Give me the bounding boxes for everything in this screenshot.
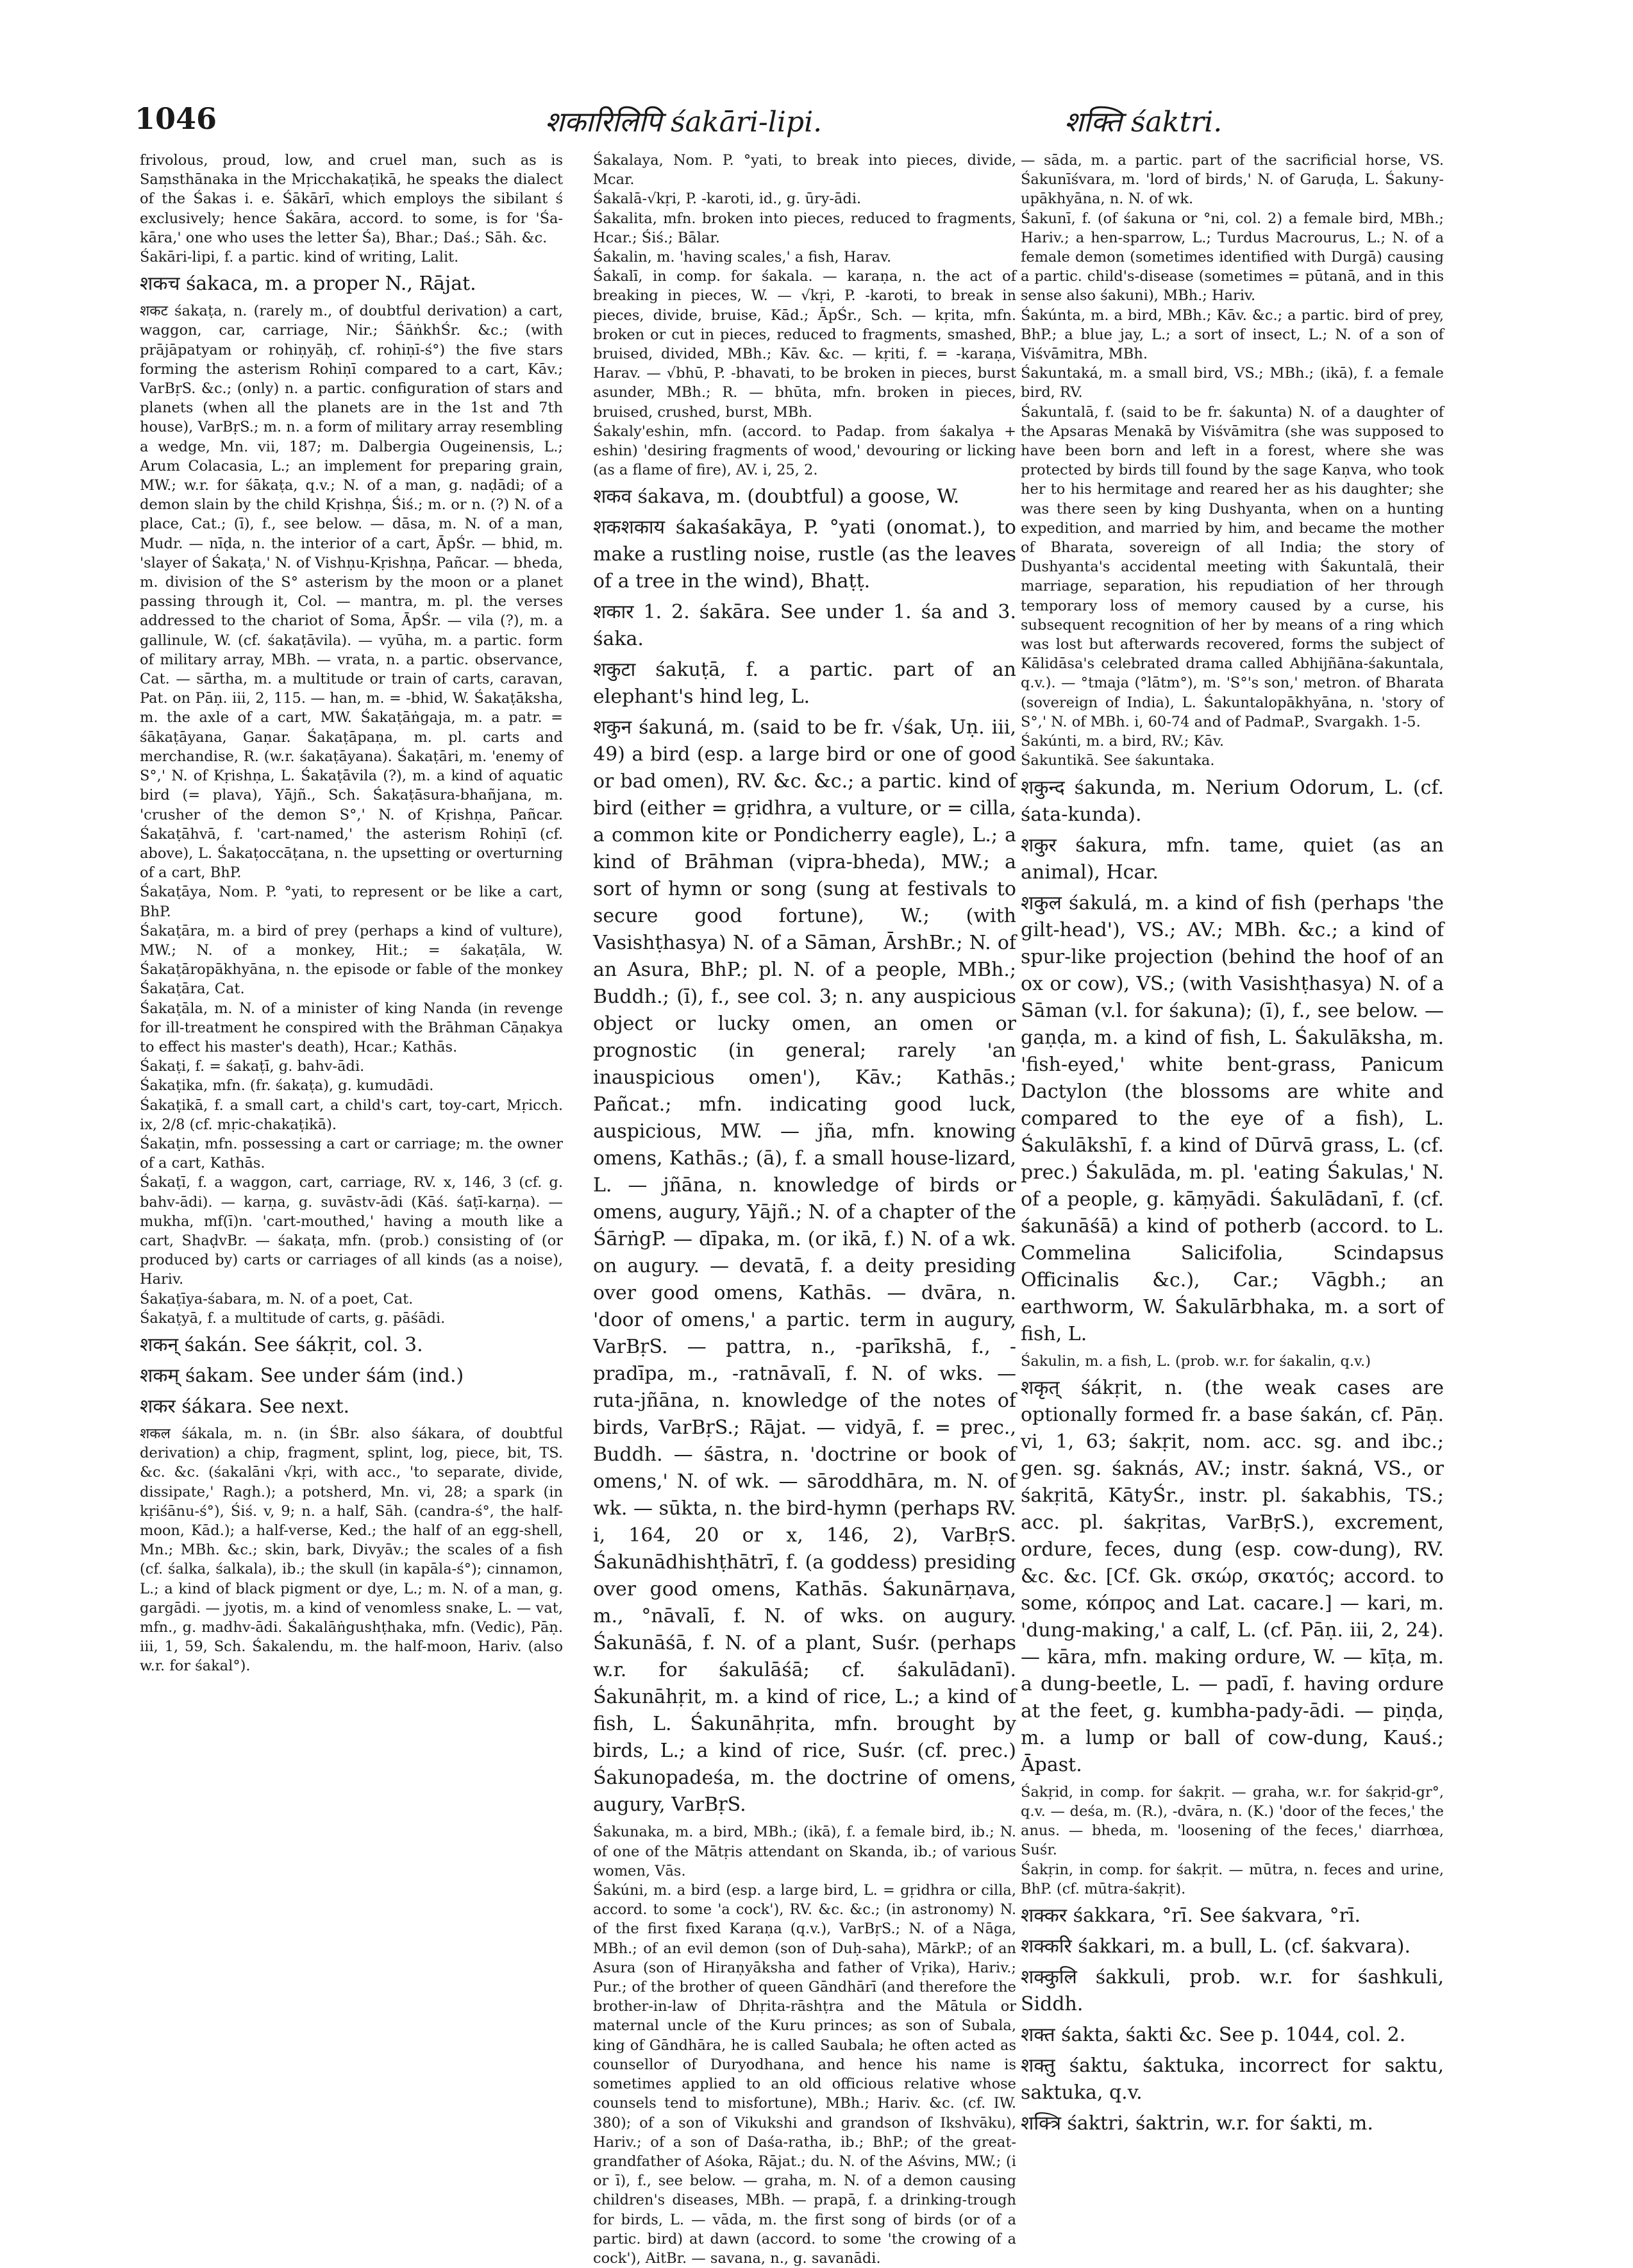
dictionary-entry: Śakṛin, in comp. for śakṛit. — mūtra, n. feces and urine, BhP. (cf. mūtra-śakṛit). [1021, 1861, 1444, 1897]
dictionary-entry: Śakúni, m. a bird (esp. a large bird, L. = gṛidhra or cilla, accord. to some 'a cock'), RV. &c. &c.; (in astronomy) N. of the first fixed Karaṇa (q.v.), VarBṛS.; N. of a Nāga, MBh.; of an evil demon (son of Duḥ-saha), MārkP.; of an Asura (son of Hiraṇyāksha and father of Vṛika), Hariv.; Pur.; of the brother of queen Gāndhārī (and therefore the brother-in-law of Dhṛita-rāshṭra and the Mātula or maternal uncle of the Kuru princes; as son of Subala, king of Gāndhāra, he is called Saubala; he often acted as counsellor of Duryodhana, and hence his name is sometimes applied to an old officious relative whose counsels tend to misfortune), MBh.; Hariv. &c. (cf. IW. 380); of a son of Vikukshi and grandson of Ikshvāku), Hariv.; of a son of Daśa-ratha, ib.; BhP.; of the great-grandfather of Aśoka, Rājat.; du. N. of the Aśvins, MW.; (i or ī), f., see below. — graha, m. N. of a demon causing children's diseases, MBh. — prapā, f. a drinking-trough for birds, L. — vāda, m. the first song of birds (or of a partic. bird) at dawn (accord. to some 'the crowing of a cock'), AitBr. — savana, n., g. savanādi. [593, 1882, 1016, 2267]
dictionary-entry: शकट śakaṭa, n. (rarely m., of doubtful derivation) a cart, waggon, car, carriage, Nir.; ŚāṅkhŚr. &c.; (with prājāpatyam or rohiṇyāḥ, cf. rohiṇī-ś°) the five stars forming the asterism Rohiṇī compared to a cart, Kāv.; VarBṛS. &c.; (only) n. a partic. configuration of stars and planets (when all the planets are in the 1st and 7th house), VarBṛS.; m. n. a form of military array resembling a wedge, Mn. vii, 187; m. Dalbergia Ougeinensis, L.; Arum Colacasia, L.; an implement for preparing grain, MW.; w.r. for śākaṭa, q.v.; N. of a man, g. naḍādi; of a demon slain by the child Kṛishṇa, Śiś.; m. or n. (?) N. of a place, Cat.; (ī), f., see below. — dāsa, m. N. of a man, Mudr. — nīḍa, n. the interior of a cart, ĀpŚr. — bhid, m. 'slayer of Śakaṭa,' N. of Vishṇu-Kṛishṇa, Pañcar. — bheda, m. division of the S° asterism by the moon or a planet passing through it, Col. — mantra, m. pl. the verses addressed to the chariot of Soma, ĀpŚr. — vila (?), m. a gallinule, W. (cf. śakaṭāvila). — vyūha, m. a partic. form of military array, MBh. — vrata, n. a partic. observance, Cat. — sārtha, m. a multitude or train of carts, caravan, Pat. on Pāṇ. iii, 2, 115. — han, m. = -bhid, W. Śakaṭāksha, m. the axle of a cart, MW. Śakaṭāṅgaja, m. a patr. = śākaṭāyana, Gaṇar. Śakaṭāpaṇa, m. pl. carts and merchandise, R. (w.r. śakaṭāyana). Śakaṭāri, m. 'enemy of S°,' N. of Kṛishṇa, L. Śakaṭāvila (?), m. a kind of aquatic bird (= plava), Yājñ., Sch. Śakaṭāsura-bhañjana, m. 'crusher of the demon S°,' N. of Kṛishṇa, Pañcar. Śakaṭāhvā, f. 'cart-named,' the asterism Rohiṇī (cf. above), L. Śakaṭoccāṭana, n. the upsetting or overturning of a cart, BhP. [140, 303, 563, 882]
dictionary-entry: Śakaṭāra, m. a bird of prey (perhaps a kind of vulture), MW.; N. of a monkey, Hit.; = śakaṭāla, W. Śakaṭāropākhyāna, n. the episode or fable of the monkey Śakaṭāra, Cat. [140, 922, 563, 998]
dictionary-entry: frivolous, proud, low, and cruel man, such as is Saṃsthānaka in the Mṛicchakaṭikā, he speaks the dialect of the Śakas i. e. Śākārī, which employs the sibilant ś exclusively; hence Śakāra, accord. to some, is for 'Śa-kāra,' one who uses the letter Śa), Bhar.; Daś.; Sāh. &c. [140, 152, 563, 246]
dictionary-entry: शक्कुलि śakkuli, prob. w.r. for śashkuli, Siddh. [1021, 1965, 1444, 2015]
page-header [128, 96, 1520, 147]
dictionary-entry: शकुन्द śakunda, m. Nerium Odorum, L. (cf. śata-kunda). [1021, 776, 1444, 826]
dictionary-entry: Śakulin, m. a fish, L. (prob. w.r. for śakalin, q.v.) [1021, 1352, 1371, 1370]
dictionary-entry: शक्करि śakkari, m. a bull, L. (cf. śakvara). [1021, 1935, 1411, 1958]
page-number: 1046 [135, 101, 217, 136]
dictionary-entry: Śakaṭika, mfn. (fr. śakaṭa), g. kumudādi. [140, 1077, 434, 1095]
dictionary-entry: Śakaṭi, f. = śakaṭī, g. bahv-ādi. [140, 1058, 365, 1075]
dictionary-entry: Śakalita, mfn. broken into pieces, reduced to fragments, Hcar.; Śiś.; Bālar. [593, 210, 1016, 246]
dictionary-entry: शकुल śakulá, m. a kind of fish (perhaps 'the gilt-head'), VS.; AV.; MBh. &c.; a kind of spur-like projection (behind the hoof of an ox or cow), VS.; (with Vasishṭhasya) N. of a Sāman (v.l. for śakuna); (ī), f., see below. — gaṇḍa, m. a kind of fish, L. Śakulāksha, m. 'fish-eyed,' white bent-grass, Panicum Dactylon (the blossoms are white and compared to the eye of a fish), L. Śakulākshī, f. a kind of Dūrvā grass, L. (cf. prec.) Śakulāda, m. pl. 'eating Śakulas,' N. of a people, g. kāṃyādi. Śakulādanī, f. (cf. śakunāśā) a kind of potherb (accord. to L. Commelina Salicifolia, Scindapsus Officinalis &c.), Car.; Vāgbh.; an earthworm, W. Śakulārbhaka, m. a sort of fish, L. [1021, 891, 1444, 1345]
dictionary-entry: शक्तु śaktu, śaktuka, incorrect for saktu, saktuka, q.v. [1021, 2054, 1444, 2104]
dictionary-entry: Śakaṭyā, f. a multitude of carts, g. pāśādi. [140, 1309, 446, 1327]
dictionary-entry: Śakaṭāla, m. N. of a minister of king Nanda (in revenge for ill-treatment he conspired with the Brāhman Cāṇakya to effect his master's death), Hcar.; Kathās. [140, 1000, 563, 1055]
left-running-head: शकारिलिपि śakāri-lipi. [545, 106, 823, 139]
dictionary-entry: Śakuntikā. See śakuntaka. [1021, 752, 1215, 769]
dictionary-entry: Śakaly'eshin, mfn. (accord. to Padap. from śakalya + eshin) 'desiring fragments of wood,' devouring or licking (as a flame of fire), AV. i, 25, 2. [593, 423, 1016, 479]
dictionary-entry: शकशकाय śakaśakāya, P. °yati (onomat.), to make a rustling noise, rustle (as the leaves of a tree in the wind), Bhaṭṭ. [593, 516, 1016, 593]
dictionary-entry: Śakúnti, m. a bird, RV.; Kāv. [1021, 733, 1225, 750]
dictionary-entry: Śakunaka, m. a bird, MBh.; (ikā), f. a female bird, ib.; N. of one of the Mātṛis attendant on Skanda, ib.; of various women, Vās. [593, 1824, 1016, 1879]
right-running-head: शक्ति śaktri. [1064, 106, 1223, 139]
dictionary-entry: शकार 1. 2. śakāra. See under 1. śa and 3. śaka. [593, 601, 1016, 651]
dictionary-entry: Śakṛid, in comp. for śakṛit. — graha, w.r. for śakṛid-gr°, q.v. — deśa, m. (R.), -dvāra, n. (K.) 'door of the feces,' the anus. — bheda, m. 'loosening of the feces,' diarrhœa, Suśr. [1021, 1783, 1444, 1859]
dictionary-entry: Śakāri-lipi, f. a partic. kind of writing, Lalit. [140, 249, 459, 266]
dictionary-entry: Śakaṭāya, Nom. P. °yati, to represent or be like a cart, BhP. [140, 884, 563, 920]
dictionary-entry: शक्त śakta, śakti &c. See p. 1044, col. 2. [1021, 2023, 1406, 2046]
dictionary-entry: Śakaṭikā, f. a small cart, a child's cart, toy-cart, Mṛicch. ix, 2/8 (cf. mṛic-chakaṭikā). [140, 1096, 563, 1133]
dictionary-entry: शक्त्रि śaktri, śaktrin, w.r. for śakti, m. [1021, 2112, 1373, 2135]
dictionary-entry: Śakalaya, Nom. P. °yati, to break into pieces, divide, Mcar. [593, 152, 1016, 189]
dictionary-entry: शकन् śakán. See śákṛit, col. 3. [140, 1333, 423, 1356]
dictionary-entry: Śakalā-√kṛi, P. -karoti, id., g. ūry-ādi. [593, 190, 862, 208]
dictionary-entry: शकम् śakam. See under śám (ind.) [140, 1364, 464, 1387]
dictionary-entry: शकृत् śákṛit, n. (the weak cases are optionally formed fr. a base śakán, cf. Pāṇ. vi, 1, 63; śakṛit, nom. acc. sg. and ibc.; gen. sg. śaknás, AV.; instr. śakná, VS., or śakṛitā, KātyŚr., instr. pl. śakabhis, TS.; acc. pl. śakṛitas, VarBṛS.), excrement, ordure, feces, dung (esp. cow-dung), RV. &c. &c. [Cf. Gk. σκώρ, σκατός; accord. to some, κόπρος and Lat. cacare.] — kari, m. 'dung-making,' a calf, L. (cf. Pāṇ. iii, 2, 24). — kāra, mfn. making ordure, W. — kīṭa, m. a dung-beetle, L. — padī, f. having ordure at the feet, g. kumbha-pady-ādi. — piṇḍa, m. a lump or ball of cow-dung, Kauś.; Āpast. [1021, 1376, 1444, 1776]
dictionary-entry: शकुटा śakuṭā, f. a partic. part of an elephant's hind leg, L. [593, 659, 1016, 709]
dictionary-entry: Śakalin, m. 'having scales,' a fish, Harav. [593, 249, 892, 266]
dictionary-entry: Śakuntalā, f. (said to be fr. śakunta) N. of a daughter of the Apsaras Menakā by Viśvāmitra (she was supposed to have been born and left in a forest, where she was protected by birds till found by the sage Kaṇva, who took her to his hermitage and reared her as his daughter; she was there seen by king Dushyanta, when on a hunting expedition, and married by him, and became the mother of Bharata, sovereign of all India; the story of Dushyanta's accidental meeting with Śakuntalā, their marriage, separation, his repudiation of her through temporary loss of memory caused by a curse, his subsequent recognition of her by means of a ring which was lost but afterwards recovered, forms the subject of Kālidāsa's celebrated drama called Abhijñāna-śakuntala, q.v.). — °tmaja (°lātm°), m. 'S°'s son,' metron. of Bharata (sovereign of India), L. Śakuntalopākhyāna, n. 'story of S°,' N. of MBh. i, 60-74 and of PadmaP., Svargakh. 1-5. [1021, 403, 1444, 730]
dictionary-entry: — sāda, m. a partic. part of the sacrificial horse, VS. Śakunīśvara, m. 'lord of birds,' N. of Garuḍa, L. Śakuny-upākhyāna, n. N. of wk. [1021, 152, 1444, 208]
column-1 [140, 151, 563, 2068]
dictionary-entry: शकव śakava, m. (doubtful) a goose, W. [593, 485, 960, 508]
dictionary-entry: शकुर śakura, mfn. tame, quiet (as an animal), Hcar. [1021, 834, 1444, 884]
dictionary-entry: शकच śakaca, m. a proper N., Rājat. [140, 273, 476, 296]
dictionary-entry: Śakaṭīya-śabara, m. N. of a poet, Cat. [140, 1290, 414, 1307]
column-3 [1021, 151, 1444, 2135]
dictionary-entry: शकर śákara. See next. [140, 1395, 350, 1418]
dictionary-entry: शक्कर śakkara, °rī. See śakvara, °rī. [1021, 1904, 1361, 1927]
dictionary-entry: Śakalī, in comp. for śakala. — karaṇa, n. the act of breaking in pieces, W. — √kṛi, P. -karoti, to break in pieces, divide, bruise, Kād.; ĀpŚr., Sch. — kṛita, mfn. broken or cut in pieces, reduced to fragments, smashed, bruised, divided, MBh.; Kāv. &c. — kṛiti, f. = -karaṇa, Harav. — √bhū, P. -bhavati, to be broken in pieces, burst asunder, MBh.; R. — bhūta, mfn. broken in pieces, bruised, crushed, burst, MBh. [593, 268, 1016, 421]
dictionary-entry: शकल śákala, m. n. (in ŚBr. also śákara, of doubtful derivation) a chip, fragment, splint, log, piece, bit, TS. &c. &c. (śakalāni √kṛi, with acc., 'to separate, divide, dissipate,' Ragh.); a potsherd, Mn. vi, 28; a spark (in kṛiśānu-ś°), Śiś. v, 9; n. a half, Sāh. (candra-ś°, the half-moon, Kād.); a half-verse, Ked.; the half of an egg-shell, Mn.; MBh. &c.; skin, bark, Divyāv.; the scales of a fish (cf. śalka, śalkala), ib.; the skull (in kapāla-ś°); cinnamon, L.; a kind of black pigment or dye, L.; m. N. of a man, g. gargādi. — jyotis, m. a kind of venomless snake, L. — vat, mfn., g. madhv-ādi. Śakalāṅgushṭhaka, mfn. (Vedic), Pāṇ. iii, 1, 59, Sch. Śakalendu, m. the half-moon, Hariv. (also w.r. for śakal°). [140, 1425, 563, 1675]
dictionary-entry: Śakaṭī, f. a waggon, cart, carriage, RV. x, 146, 3 (cf. g. bahv-ādi). — karṇa, g. suvāstv-ādi (Kāś. śaṭī-karṇa). — mukha, mf(ī)n. 'cart-mouthed,' having a mouth like a cart, ShaḍvBr. — śakaṭa, mfn. (prob.) consisting of (or produced by) carts or carriages of all kinds (as a noise), Hariv. [140, 1174, 563, 1288]
dictionary-entry: शकुन śakuná, m. (said to be fr. √śak, Uṇ. iii, 49) a bird (esp. a large bird or one of good or bad omen), RV. &c. &c.; a partic. kind of bird (either = gṛidhra, a vulture, or = cilla, a common kite or Pondicherry eagle), L.; a kind of Brāhman (vipra-bheda), MW.; a sort of hymn or song (sung at festivals to secure good fortune), W.; (with Vasishṭhasya) N. of a Sāman, ĀrshBr.; N. of an Asura, BhP.; pl. N. of a people, MBh.; Buddh.; (ī), f., see col. 3; n. any auspicious object or lucky omen, an omen or prognostic (in general; rarely 'an inauspicious omen'), Kāv.; Kathās.; Pañcat.; mfn. indicating good luck, auspicious, MW. — jña, mfn. knowing omens, Kathās.; (ā), f. a small house-lizard, L. — jñāna, n. knowledge of birds or omens, augury, Yājñ.; N. of a chapter of the ŚārṅgP. — dīpaka, m. (or ikā, f.) N. of a wk. on augury. — devatā, f. a deity presiding over good omens, Kathās. — dvāra, n. 'door of omens,' a partic. term in augury, VarBṛS. — pattra, n., -parīkshā, f., -pradīpa, m., -ratnāvalī, f. N. of wks. — ruta-jñāna, n. knowledge of the notes of birds, VarBṛS.; Rājat. — vidyā, f. = prec., Buddh. — śāstra, n. 'doctrine or book of omens,' N. of wk. — sāroddhāra, m. N. of wk. — sūkta, n. the bird-hymn (perhaps RV. i, 164, 20 or x, 146, 2), VarBṛS. Śakunādhishṭhātrī, f. (a goddess) presiding over good omens, Kathās. Śakunārṇava, m., °nāvalī, f. N. of wks. on augury. Śakunāśā, f. N. of a plant, Suśr. (perhaps w.r. for śakulāśā; cf. śakulādanī). Śakunāhṛit, m. a kind of rice, L.; a kind of fish, L. Śakunāhṛita, mfn. brought by birds, L.; a kind of rice, Suśr. (cf. prec.) Śakunopadeśa, m. the doctrine of omens, augury, VarBṛS. [593, 716, 1016, 1817]
dictionary-entry: Śakaṭin, mfn. possessing a cart or carriage; m. the owner of a cart, Kathās. [140, 1135, 563, 1172]
dictionary-entry: Śakuntaká, m. a small bird, VS.; MBh.; (ikā), f. a female bird, RV. [1021, 365, 1444, 401]
dictionary-entry: Śakunī, f. (of śakuna or °ni, col. 2) a female bird, MBh.; Hariv.; a hen-sparrow, L.; Turdus Macrourus, L.; N. of a female demon (sometimes identified with Durgā) causing a partic. child's-disease (sometimes = pūtanā, and in this sense also śakuni), MBh.; Hariv. [1021, 210, 1444, 305]
dictionary-entry: Śakúnta, m. a bird, MBh.; Kāv. &c.; a partic. bird of prey, BhP.; a blue jay, L.; a sort of insect, L.; N. of a son of Viśvāmitra, MBh. [1021, 307, 1444, 363]
column-2 [593, 151, 1016, 2267]
